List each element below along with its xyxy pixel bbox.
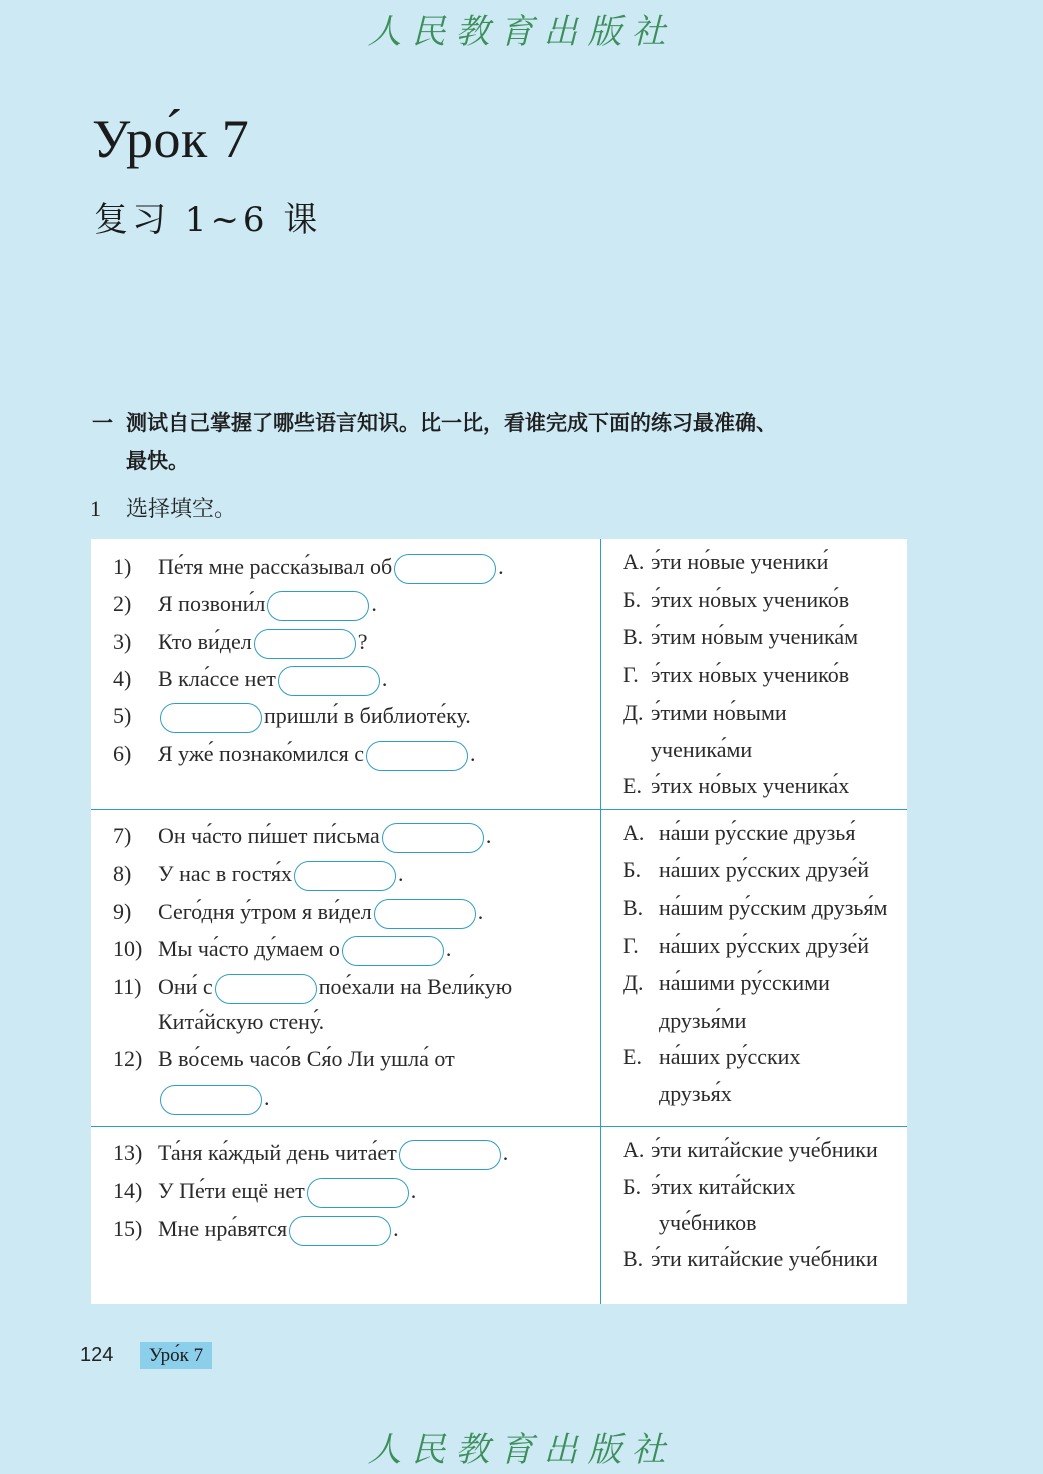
answer-blank[interactable] [215, 974, 317, 1004]
question-text: Мы ча́сто ду́маем о [158, 936, 340, 961]
question-text: Я позвони́л [158, 591, 266, 616]
answer-option-cont [623, 1076, 732, 1112]
answer-blank[interactable] [160, 703, 262, 733]
task-number: 一 [92, 411, 113, 435]
option-text: э́тим но́вым ученика́м [651, 624, 859, 649]
answer-option-cont [623, 732, 752, 768]
answer-blank[interactable] [160, 1085, 262, 1115]
option-text: ученика́ми [651, 737, 753, 762]
question-row [113, 969, 512, 1005]
option-letter: Д. [623, 700, 644, 725]
question-row [113, 661, 387, 697]
option-text: на́ши ру́сские друзья́ [659, 820, 856, 845]
question-tail: . [371, 591, 377, 616]
question-row [113, 549, 504, 585]
answer-option [623, 544, 828, 580]
question-number: 15) [113, 1216, 143, 1241]
answer-option [623, 1169, 795, 1205]
question-row [113, 894, 483, 930]
question-tail: . [410, 1178, 417, 1203]
option-text: э́тих но́вых ученика́х [651, 773, 850, 798]
question-number: 2) [113, 591, 132, 616]
option-letter: В. [623, 895, 644, 920]
answer-blank[interactable] [294, 861, 396, 891]
question-text: У нас в гостя́х [158, 861, 292, 886]
question-text: Я уже́ познако́мился с [158, 741, 365, 766]
question-text: У Пе́ти ещё нет [158, 1178, 305, 1203]
group-divider [91, 1126, 907, 1127]
question-number: 1) [113, 554, 132, 579]
option-text: на́ших ру́сских друзе́й [659, 933, 870, 958]
option-letter: Г. [623, 662, 639, 687]
option-letter: Е. [623, 1044, 642, 1069]
answer-blank[interactable] [254, 629, 356, 659]
question-tail: . [485, 823, 492, 848]
answer-blank[interactable] [342, 936, 444, 966]
option-text: друзья́ми [659, 1008, 747, 1033]
option-text: уче́бников [659, 1210, 757, 1235]
option-text: э́тих но́вых ученико́в [651, 587, 850, 612]
answer-option [623, 582, 849, 618]
question-row [113, 698, 471, 734]
answer-option [623, 1039, 800, 1075]
question-row [113, 818, 491, 854]
answer-option [623, 852, 869, 888]
question-number: 7) [113, 823, 132, 848]
question-row [113, 931, 451, 967]
option-letter: Е. [623, 773, 642, 798]
exercise-table [91, 539, 907, 1304]
question-number: 5) [113, 703, 132, 728]
question-row [113, 736, 476, 772]
option-letter: Б. [623, 857, 642, 882]
question-number: 12) [113, 1046, 143, 1071]
question-text: Кто ви́дел [158, 629, 252, 654]
option-text: э́ти кита́йские уче́бники [651, 1246, 878, 1271]
question-tail: пришли́ в библиоте́ку. [264, 703, 471, 728]
option-letter: А. [623, 820, 645, 845]
answer-option [623, 965, 830, 1001]
question-tail: . [470, 741, 476, 766]
question-number: 14) [113, 1178, 143, 1203]
answer-option [623, 1132, 878, 1168]
question-number: 9) [113, 899, 132, 924]
question-row [113, 1135, 508, 1171]
question-tail: . [502, 1140, 509, 1165]
answer-option-cont [623, 1205, 757, 1241]
question-text: Они́ с [158, 974, 213, 999]
question-number: 8) [113, 861, 132, 886]
option-letter: Б. [623, 587, 642, 612]
page-number: 124 [80, 1344, 114, 1366]
option-letter: В. [623, 624, 644, 649]
answer-blank[interactable] [289, 1216, 391, 1246]
question-text: Пе́тя мне расска́зывал об [158, 554, 393, 579]
question-text: Кита́йскую стену́. [158, 1009, 325, 1034]
answer-option [623, 657, 849, 693]
option-letter: Б. [623, 1174, 642, 1199]
option-text: друзья́х [659, 1081, 732, 1106]
answer-option [623, 928, 869, 964]
option-text: на́ших ру́сских друзе́й [659, 857, 870, 882]
exercise-heading [90, 492, 236, 523]
question-number: 6) [113, 741, 132, 766]
option-letter: Г. [623, 933, 639, 958]
publisher-watermark-bottom: 人民教育出版社 [367, 1430, 676, 1470]
answer-blank[interactable] [366, 741, 468, 771]
question-number: 4) [113, 666, 132, 691]
question-row-cont [113, 1080, 270, 1116]
question-row [113, 856, 404, 892]
question-text: Та́ня ка́ждый день чита́ет [158, 1140, 397, 1165]
option-text: на́шим ру́сским друзья́м [659, 895, 888, 920]
answer-option [623, 619, 858, 655]
answer-option [623, 890, 887, 926]
answer-blank[interactable] [278, 666, 380, 696]
question-row [113, 586, 377, 622]
question-row [113, 1211, 399, 1247]
answer-option-cont [623, 1003, 746, 1039]
option-text: э́тими но́выми [651, 700, 787, 725]
publisher-watermark-top: 人民教育出版社 [367, 12, 676, 52]
option-letter: А. [623, 1137, 645, 1162]
answer-blank[interactable] [399, 1140, 501, 1170]
answer-option [623, 695, 787, 731]
answer-blank[interactable] [267, 591, 369, 621]
question-text: Он ча́сто пи́шет пи́сьма [158, 823, 380, 848]
option-letter: В. [623, 1246, 644, 1271]
option-text: э́тих но́вых ученико́в [651, 662, 850, 687]
lesson-tag: Уро́к 7 [140, 1342, 212, 1369]
question-tail: . [477, 899, 484, 924]
task-heading [92, 404, 922, 480]
group-divider [91, 809, 907, 810]
exercise-number: 1 [90, 496, 101, 521]
question-text: Сего́дня у́тром я ви́дел [158, 899, 372, 924]
lesson-title: Уро́к 7 [92, 109, 250, 169]
question-row [113, 1173, 416, 1209]
answer-blank[interactable] [394, 554, 496, 584]
answer-blank[interactable] [374, 899, 476, 929]
question-tail: . [498, 554, 504, 579]
question-tail: ? [357, 629, 368, 654]
option-text: на́ших ру́сских [659, 1044, 801, 1069]
option-letter: А. [623, 549, 645, 574]
question-tail: . [264, 1085, 270, 1110]
question-tail: пое́хали на Вели́кую [318, 974, 513, 999]
exercise-label: 选择填空。 [126, 497, 237, 522]
question-row [113, 1041, 455, 1077]
column-divider [600, 539, 601, 1304]
question-row [113, 624, 368, 660]
answer-blank[interactable] [382, 823, 484, 853]
question-text: Мне нра́вятся [158, 1216, 288, 1241]
answer-option [623, 768, 849, 804]
answer-option [623, 815, 855, 851]
option-letter: Д. [623, 970, 644, 995]
answer-blank[interactable] [307, 1178, 409, 1208]
option-text: на́шими ру́сскими [659, 970, 830, 995]
question-number: 10) [113, 936, 143, 961]
question-row-cont [113, 1004, 324, 1040]
task-text-line2: 最快。 [126, 449, 189, 473]
question-tail: . [393, 1216, 399, 1241]
lesson-subtitle: 复习 1~6 课 [94, 200, 322, 240]
question-tail: . [398, 861, 404, 886]
question-text: В во́семь часо́в Ся́о Ли ушла́ от [158, 1046, 455, 1071]
task-text-line1: 测试自己掌握了哪些语言知识。比一比，看谁完成下面的练习最准确、 [126, 411, 777, 435]
question-tail: . [445, 936, 452, 961]
question-number: 3) [113, 629, 132, 654]
question-number: 13) [113, 1140, 143, 1165]
option-text: э́ти но́вые ученики́ [651, 549, 829, 574]
option-text: э́тих кита́йских [651, 1174, 796, 1199]
option-text: э́ти кита́йские уче́бники [651, 1137, 878, 1162]
question-tail: . [381, 666, 388, 691]
answer-option [623, 1241, 878, 1277]
question-number: 11) [113, 974, 142, 999]
question-text: В кла́ссе нет [158, 666, 276, 691]
